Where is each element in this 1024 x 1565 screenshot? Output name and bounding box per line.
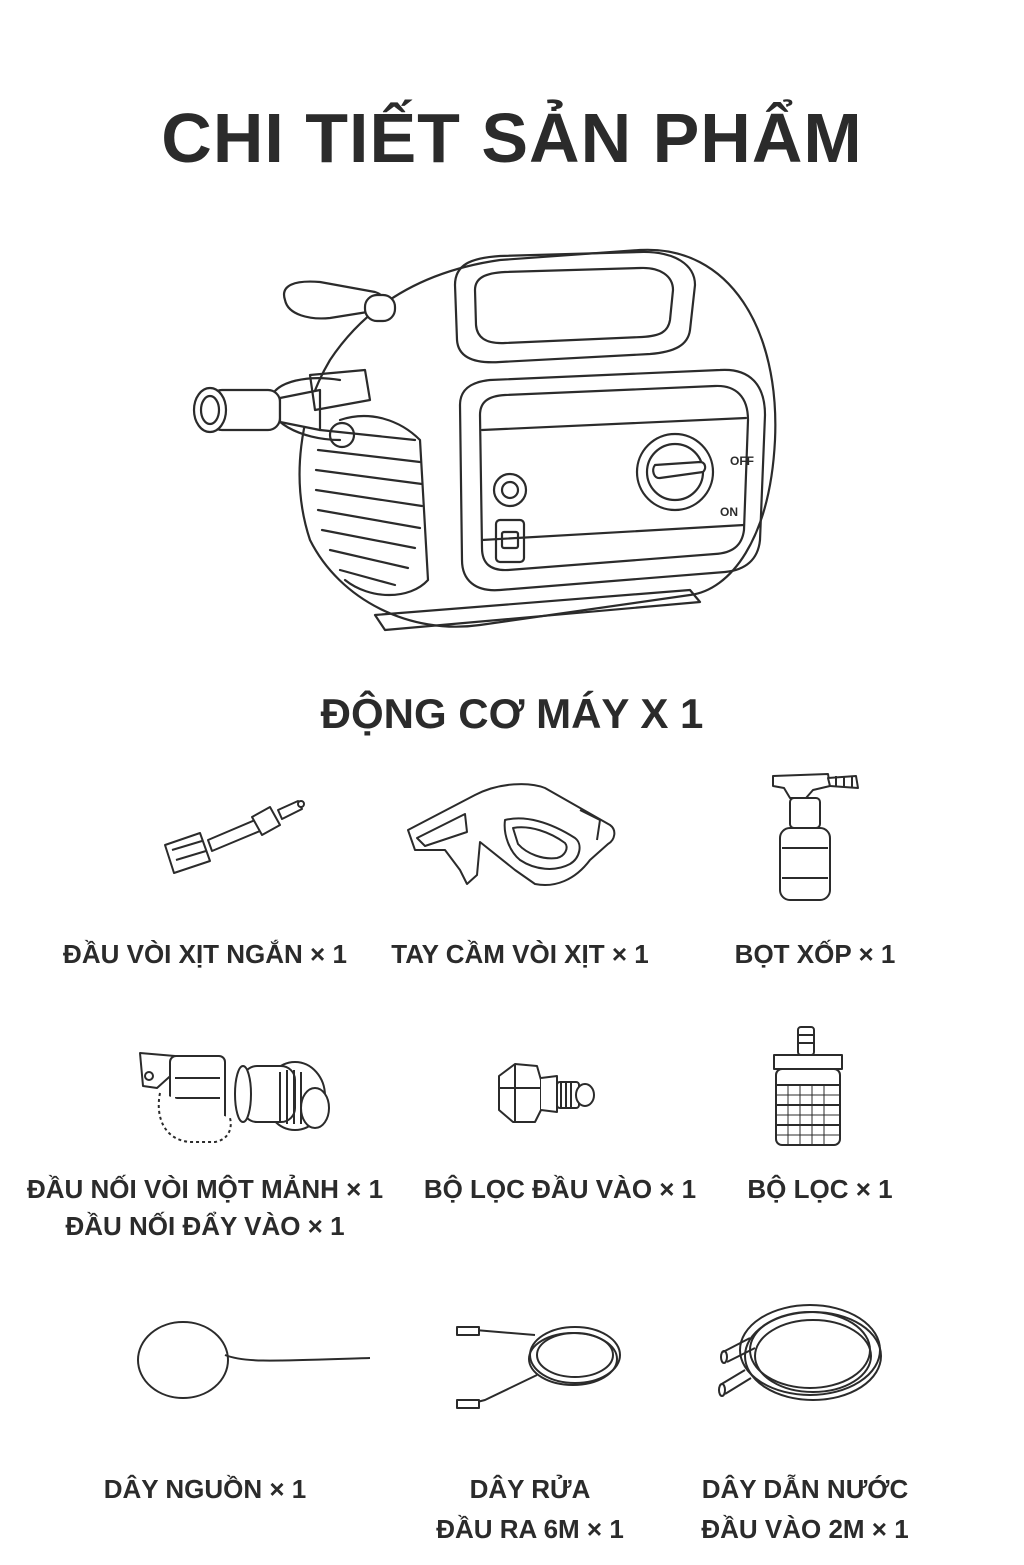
main-item-label: ĐỘNG CƠ MÁY X 1 bbox=[320, 690, 704, 737]
spray-handle-label: TAY CẦM VÒI XỊT × 1 bbox=[391, 939, 649, 969]
foam-label: BỌT XỐP × 1 bbox=[734, 939, 896, 969]
spray-gun-handle-icon bbox=[405, 780, 620, 890]
short-nozzle-label: ĐẦU VÒI XỊT NGẮN × 1 bbox=[63, 939, 347, 969]
inlet-filter-label: BỘ LỌC ĐẦU VÀO × 1 bbox=[423, 1174, 697, 1204]
connector-label-line2: ĐẦU NỐI ĐẨY VÀO × 1 bbox=[65, 1211, 345, 1241]
page-title: CHI TIẾT SẢN PHẨM bbox=[161, 99, 863, 177]
inlet-hose-icon bbox=[715, 1300, 885, 1410]
power-cord-icon bbox=[135, 1315, 375, 1405]
hose-connector-icon bbox=[135, 1048, 335, 1148]
filter-label: BỘ LỌC × 1 bbox=[747, 1174, 893, 1204]
inlet-hose-label-line2: ĐẦU VÀO 2M × 1 bbox=[701, 1514, 909, 1544]
connector-label-line1: ĐẦU NỐI VÒI MỘT MẢNH × 1 bbox=[26, 1174, 384, 1204]
wash-hose-icon bbox=[455, 1315, 625, 1415]
power-cord-label: DÂY NGUỒN × 1 bbox=[103, 1474, 307, 1504]
inlet-filter-icon bbox=[495, 1058, 600, 1128]
on-label: ON bbox=[720, 505, 738, 519]
pressure-washer-machine-illustration bbox=[170, 240, 790, 650]
off-label: OFF bbox=[730, 454, 754, 468]
wash-hose-label-line2: ĐẦU RA 6M × 1 bbox=[436, 1514, 624, 1544]
wash-hose-label-line1: DÂY RỬA bbox=[469, 1474, 591, 1504]
short-nozzle-icon bbox=[160, 795, 305, 880]
inlet-hose-label-line1: DÂY DẪN NƯỚC bbox=[701, 1474, 909, 1504]
foam-bottle-icon bbox=[768, 770, 863, 905]
filter-icon bbox=[768, 1025, 848, 1150]
